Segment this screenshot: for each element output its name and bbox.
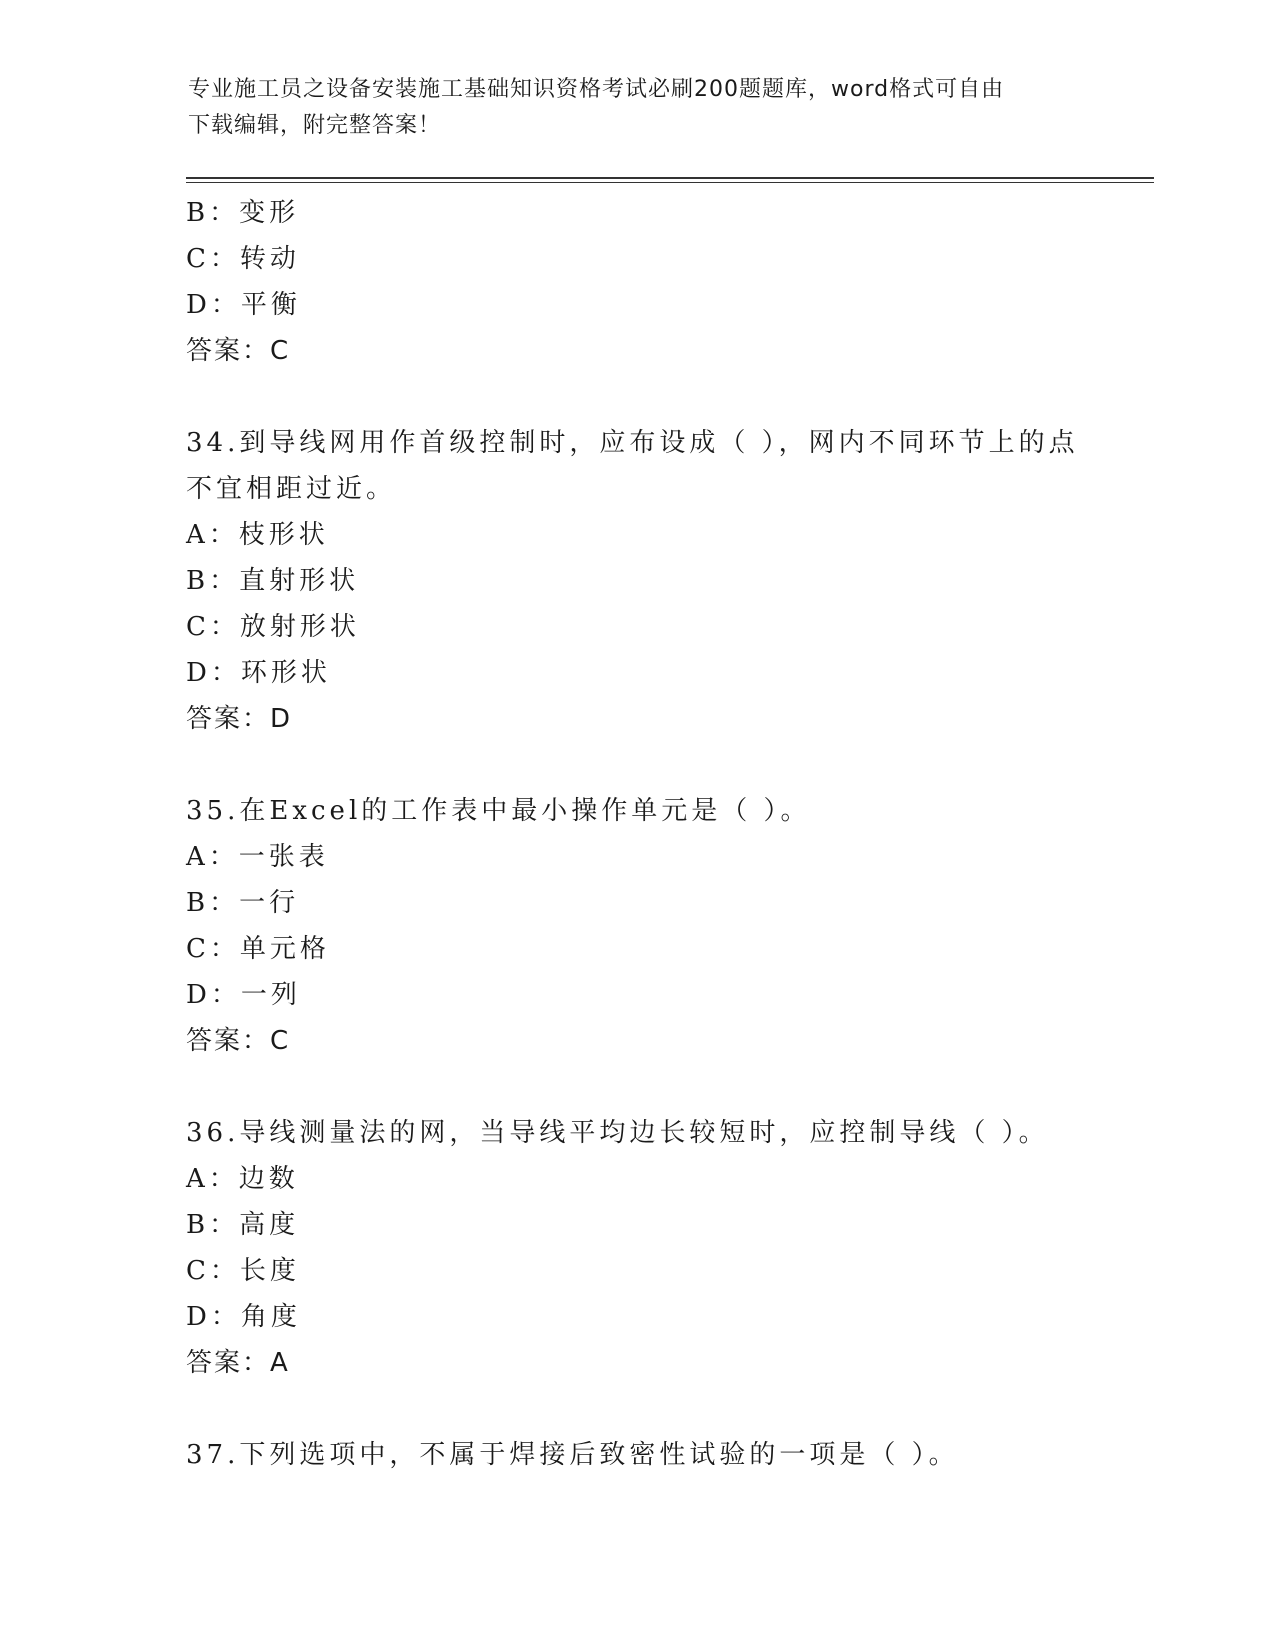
option-c: C：单元格 <box>186 934 330 964</box>
option-c: C：放射形状 <box>186 612 360 642</box>
option-b: B：变形 <box>186 198 300 228</box>
option-a: A：边数 <box>186 1164 299 1194</box>
option-d: D：平衡 <box>186 290 301 320</box>
option-d: D：一列 <box>186 980 301 1010</box>
option-d: D：角度 <box>186 1302 301 1332</box>
header-line-2: 下载编辑，附完整答案！ <box>188 113 442 138</box>
answer-line: 答案：C <box>186 1026 291 1056</box>
option-c: C：长度 <box>186 1256 300 1286</box>
document-header <box>188 72 1088 144</box>
question-title: 35.在Excel的工作表中最小操作单元是（ ）。 <box>186 796 811 826</box>
answer-line: 答案：C <box>186 336 291 366</box>
option-b: B：直射形状 <box>186 566 360 596</box>
question-title: 37.下列选项中，不属于焊接后致密性试验的一项是（ ）。 <box>186 1440 959 1470</box>
question-37 <box>186 1432 1086 1478</box>
question-33-continued <box>186 190 1086 374</box>
question-36 <box>186 1110 1086 1386</box>
option-a: A：枝形状 <box>186 520 329 550</box>
question-content <box>186 190 1086 1478</box>
header-line-1: 专业施工员之设备安装施工基础知识资格考试必刷200题题库，word格式可自由 <box>188 77 1005 102</box>
question-title: 34.到导线网用作首级控制时，应布设成（ ），网内不同环节上的点 <box>186 428 1079 458</box>
option-b: B：一行 <box>186 888 300 918</box>
option-c: C：转动 <box>186 244 300 274</box>
question-34 <box>186 420 1086 742</box>
answer-line: 答案：D <box>186 704 293 734</box>
answer-line: 答案：A <box>186 1348 290 1378</box>
option-d: D：环形状 <box>186 658 331 688</box>
option-a: A：一张表 <box>186 842 329 872</box>
option-b: B：高度 <box>186 1210 300 1240</box>
header-divider <box>186 177 1154 183</box>
question-title: 36.导线测量法的网，当导线平均边长较短时，应控制导线（ ）。 <box>186 1118 1049 1148</box>
question-35 <box>186 788 1086 1064</box>
question-title-continued: 不宜相距过近。 <box>186 474 397 504</box>
